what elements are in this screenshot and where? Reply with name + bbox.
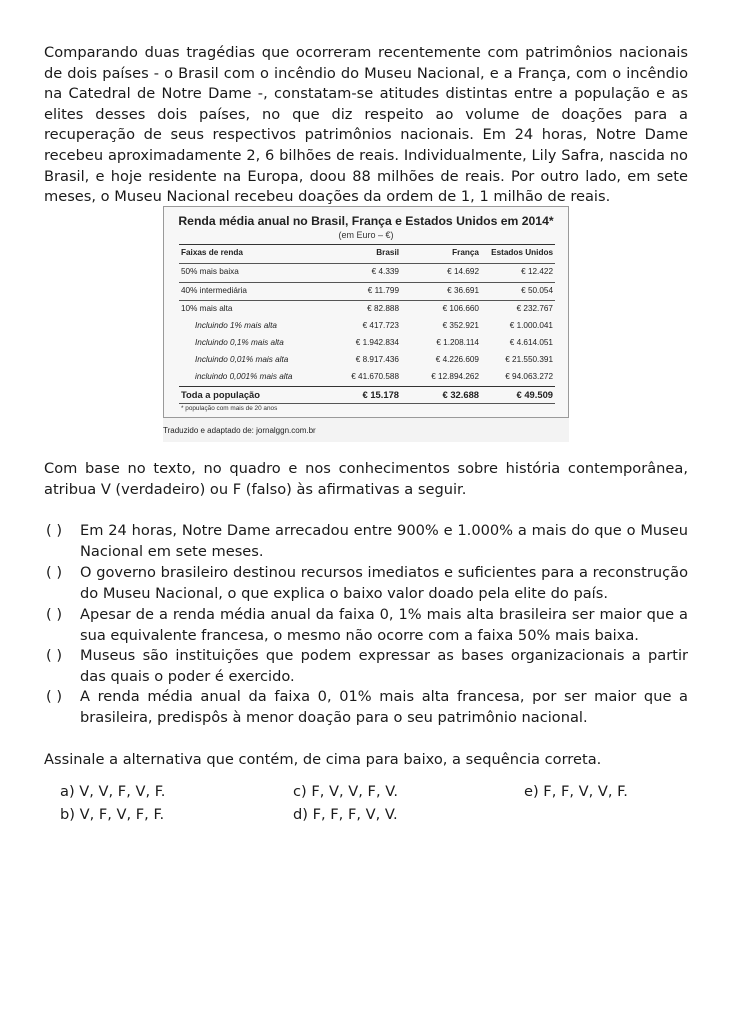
header-cell: França <box>452 248 479 257</box>
statement-item <box>44 605 688 646</box>
table-row <box>179 265 555 280</box>
cell-brasil: € 41.670.588 <box>351 372 399 381</box>
cell-eua: € 4.614.051 <box>509 338 553 347</box>
intro-paragraph: Comparando duas tragédias que ocorreram recentemente com patrimônios nacionais de dois países - o Brasil com o incêndio do Museu Nacional, e a França, com o incêndio na Catedral de Notre Dame -, constatam-se atitudes distintas entre a população e as elites desses dois países, no que diz respeito ao volume de doações para a recuperação de seus respectivos patrimônios nacionais. Em 24 horas, Notre Dame recebeu aproximadamente 2, 6 bilhões de reais. Individualmente, Lily Safra, nascida no Brasil, e hoje residente na Europa, doou 88 milhões de reais. Por outro lado, em sete meses, o Museu Nacional recebeu doações da ordem de 1, 1 milhão de reais. <box>44 44 688 206</box>
table-row <box>179 353 555 368</box>
table-total-row <box>179 387 555 402</box>
answer-blank[interactable]: ( ) <box>46 522 63 539</box>
alternative-c[interactable]: c) F, V, V, F, V. <box>293 783 398 800</box>
cell-eua: € 21.550.391 <box>505 355 553 364</box>
alternative-b[interactable]: b) V, F, V, F, F. <box>60 806 165 823</box>
cell-brasil: € 15.178 <box>362 389 399 400</box>
table-row <box>179 284 555 299</box>
cell-franca: € 36.691 <box>447 286 479 295</box>
cell-brasil: € 8.917.436 <box>355 355 399 364</box>
alternative-d[interactable]: d) F, F, F, V, V. <box>293 806 398 823</box>
row-label: incluindo 0,001% mais alta <box>195 372 293 381</box>
header-cell: Estados Unidos <box>491 248 553 257</box>
table-footnote: * população com mais de 20 anos <box>181 405 278 412</box>
table-subtitle: (em Euro – €) <box>338 230 394 240</box>
cell-eua: € 232.767 <box>516 304 553 313</box>
cell-eua: € 1.000.041 <box>509 321 553 330</box>
income-table-figure <box>163 206 569 442</box>
row-label: 40% intermediária <box>181 286 247 295</box>
income-table <box>163 206 569 418</box>
table-rule <box>179 403 555 404</box>
cell-franca: € 32.688 <box>442 389 479 400</box>
row-label: 10% mais alta <box>181 304 233 313</box>
row-label: Incluindo 0,1% mais alta <box>195 338 284 347</box>
table-header-row <box>179 246 555 261</box>
statement-item <box>44 521 688 562</box>
row-label: Toda a população <box>181 389 260 400</box>
table-row <box>179 319 555 334</box>
cell-franca: € 4.226.609 <box>435 355 479 364</box>
table-title: Renda média anual no Brasil, França e Estados Unidos em 2014* <box>178 214 554 228</box>
header-cell: Faixas de renda <box>181 248 243 257</box>
cell-eua: € 94.063.272 <box>505 372 553 381</box>
answer-blank[interactable]: ( ) <box>46 606 63 623</box>
alternative-a[interactable]: a) V, V, F, V, F. <box>60 783 166 800</box>
answer-blank[interactable]: ( ) <box>46 688 63 705</box>
statement-text: A renda média anual da faixa 0, 01% mais alta francesa, por ser maior que a brasileira, predispôs à menor doação para o seu patrimônio nacional. <box>80 688 688 726</box>
cell-brasil: € 82.888 <box>367 304 399 313</box>
cell-brasil: € 417.723 <box>362 321 399 330</box>
table-source: Traduzido e adaptado de: jornalggn.com.br <box>163 426 316 435</box>
cell-brasil: € 4.339 <box>371 267 399 276</box>
table-row <box>179 302 555 317</box>
statement-text: Em 24 horas, Notre Dame arrecadou entre 900% e 1.000% a mais do que o Museu Nacional em sete meses. <box>80 522 688 560</box>
statement-text: O governo brasileiro destinou recursos imediatos e suficientes para a reconstrução do Museu Nacional, o que explica o baixo valor doado pela elite do país. <box>80 564 688 602</box>
cell-franca: € 1.208.114 <box>436 338 479 347</box>
cell-eua: € 12.422 <box>521 267 553 276</box>
cell-franca: € 14.692 <box>447 267 479 276</box>
table-row <box>179 336 555 351</box>
question-prompt: Com base no texto, no quadro e nos conhecimentos sobre história contemporânea, atribua V (verdadeiro) ou F (falso) às afirmativas a seguir. <box>44 460 688 498</box>
table-rule <box>179 263 555 264</box>
row-label: 50% mais baixa <box>181 267 239 276</box>
statement-item <box>44 563 688 604</box>
answer-blank[interactable]: ( ) <box>46 564 63 581</box>
cell-brasil: € 1.942.834 <box>355 338 399 347</box>
row-label: Incluindo 0,01% mais alta <box>195 355 289 364</box>
cell-brasil: € 11.799 <box>367 286 399 295</box>
table-row <box>179 370 555 385</box>
instruction-text: Assinale a alternativa que contém, de cima para baixo, a sequência correta. <box>44 751 602 768</box>
table-rule <box>179 300 555 301</box>
answer-blank[interactable]: ( ) <box>46 647 63 664</box>
cell-eua: € 49.509 <box>516 389 553 400</box>
cell-franca: € 12.894.262 <box>431 372 479 381</box>
cell-franca: € 106.660 <box>442 304 479 313</box>
table-rule <box>179 244 555 245</box>
row-label: Incluindo 1% mais alta <box>195 321 277 330</box>
header-cell: Brasil <box>376 248 399 257</box>
statement-item <box>44 646 688 687</box>
alternative-e[interactable]: e) F, F, V, V, F. <box>524 783 628 800</box>
cell-franca: € 352.921 <box>442 321 479 330</box>
statement-text: Museus são instituições que podem expressar as bases organizacionais a partir das quais o poder é exercido. <box>80 647 688 685</box>
statement-text: Apesar de a renda média anual da faixa 0, 1% mais alta brasileira ser maior que a sua equivalente francesa, o mesmo não ocorre com a faixa 50% mais baixa. <box>80 606 688 644</box>
cell-eua: € 50.054 <box>521 286 553 295</box>
statement-item <box>44 687 688 728</box>
table-rule <box>179 282 555 283</box>
